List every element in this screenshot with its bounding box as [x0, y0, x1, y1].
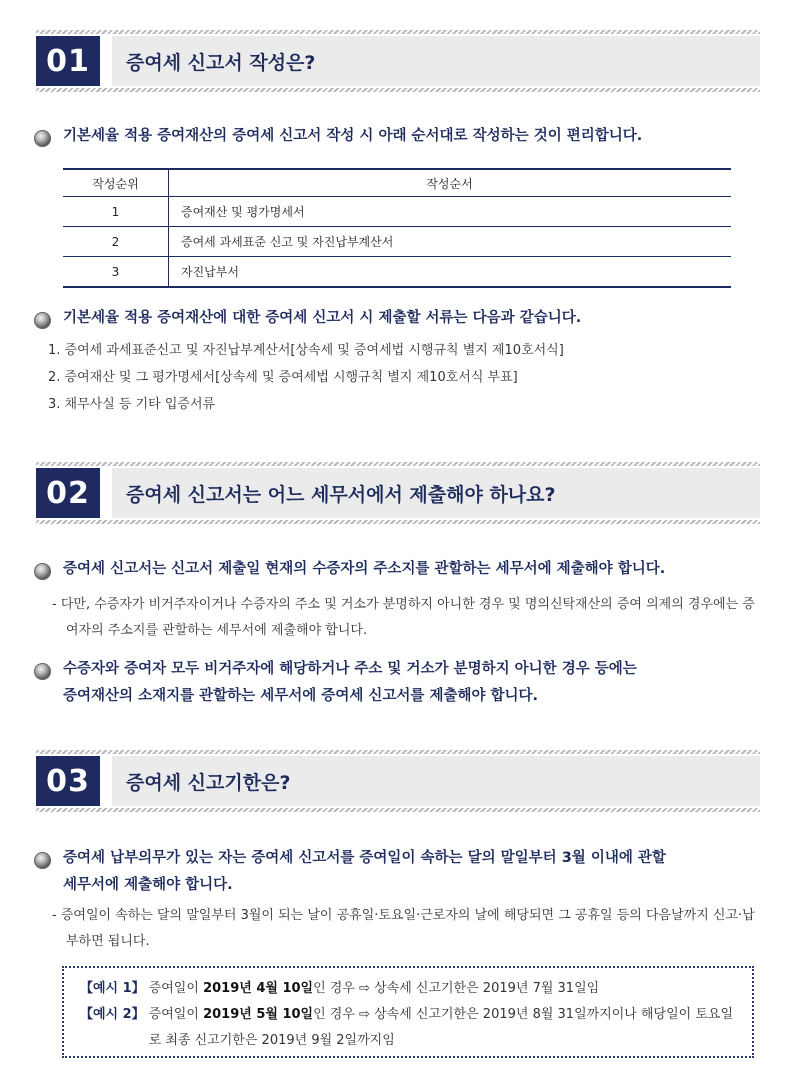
list-item: 1. 증여세 과세표준신고 및 자진납부계산서[상속세 및 증여세법 시행규칙 별지 제10호서식] — [48, 343, 564, 358]
note-paragraph: - 다만, 수증자가 비거주자이거나 수증자의 주소 및 거소가 분명하지 아니한 경우 및 명의신탁재산의 증여 의제의 경우에는 증여자의 주소지를 관할하는 세무서에 제출해야 합니다. — [52, 597, 755, 638]
bullet-line: 증여세 납부의무가 있는 자는 증여세 신고서를 증여일이 속하는 달의 말일부터 3월 이내에 관할 — [63, 850, 666, 866]
section-number: 02 — [36, 468, 100, 518]
document-list — [48, 337, 564, 418]
bullet-item — [34, 561, 764, 583]
example-date: 2019년 5월 10일 — [203, 1007, 314, 1022]
table-row — [63, 197, 731, 227]
bullet-circle-icon — [34, 130, 51, 147]
example-box — [62, 966, 754, 1058]
bullet-circle-icon — [34, 663, 51, 680]
bullet-text — [63, 845, 666, 899]
header-hatch-top — [36, 462, 760, 466]
table-header-cell: 작성순서 — [169, 169, 732, 197]
steps-table — [63, 168, 731, 288]
example-text: 인 경우 ⇨ 상속세 신고기한은 2019년 8월 31일까지이나 해당일이 토요일로 최종 신고기한은 2019년 9월 2일까지임 — [148, 1007, 734, 1048]
example-body — [149, 1002, 740, 1054]
example-line — [80, 976, 740, 1002]
section-number: 03 — [36, 756, 100, 806]
table-row — [63, 227, 731, 257]
bullet-circle-icon — [34, 852, 51, 869]
bullet-line: 증여재산의 소재지를 관할하는 세무서에 증여세 신고서를 제출해야 합니다. — [63, 688, 539, 704]
section-03-header — [36, 750, 760, 812]
table-cell: 증여세 과세표준 신고 및 자진납부계산서 — [169, 227, 732, 257]
example-line — [80, 1002, 740, 1054]
example-text: 인 경우 ⇨ 상속세 신고기한은 2019년 7월 31일임 — [313, 981, 600, 996]
example-label: 【예시 2】 — [80, 1007, 145, 1022]
section-title: 증여세 신고서 작성은? — [112, 36, 760, 86]
list-item: 3. 채무사실 등 기타 입증서류 — [48, 397, 216, 412]
bullet-text: 기본세율 적용 증여재산에 대한 증여세 신고서 시 제출할 서류는 다음과 같습니다. — [63, 310, 582, 326]
bullet-line: 세무서에 제출해야 합니다. — [63, 877, 233, 893]
example-body — [149, 976, 600, 1002]
bullet-text: 기본세율 적용 증여재산의 증여세 신고서 작성 시 아래 순서대로 작성하는 것이 편리합니다. — [63, 128, 643, 144]
example-text: 증여일이 — [148, 981, 199, 996]
example-label: 【예시 1】 — [80, 981, 145, 996]
section-title: 증여세 신고기한은? — [112, 756, 760, 806]
header-hatch-top — [36, 30, 760, 34]
header-hatch-top — [36, 750, 760, 754]
header-hatch-bottom — [36, 88, 760, 92]
table-cell: 증여재산 및 평가명세서 — [169, 197, 732, 227]
bullet-circle-icon — [34, 563, 51, 580]
bullet-item — [34, 310, 764, 332]
section-title: 증여세 신고서는 어느 세무서에서 제출해야 하나요? — [112, 468, 760, 518]
header-hatch-bottom — [36, 520, 760, 524]
section-02-header — [36, 462, 760, 524]
table-row — [63, 257, 731, 288]
header-hatch-bottom — [36, 808, 760, 812]
table-cell: 자진납부서 — [169, 257, 732, 288]
example-date: 2019년 4월 10일 — [203, 981, 314, 996]
bullet-line: 수증자와 증여자 모두 비거주자에 해당하거나 주소 및 거소가 분명하지 아니한 경우 등에는 — [63, 661, 637, 677]
table-cell: 3 — [63, 257, 169, 288]
example-text: 증여일이 — [148, 1007, 199, 1022]
table-header-cell: 작성순위 — [63, 169, 169, 197]
bullet-text: 증여세 신고서는 신고서 제출일 현재의 수증자의 주소지를 관할하는 세무서에 제출해야 합니다. — [63, 561, 666, 577]
section-01-header — [36, 30, 760, 92]
bullet-circle-icon — [34, 312, 51, 329]
table-cell: 2 — [63, 227, 169, 257]
section-number: 01 — [36, 36, 100, 86]
note-paragraph: - 증여일이 속하는 달의 말일부터 3월이 되는 날이 공휴일·토요일·근로자의 날에 해당되면 그 공휴일 등의 다음날까지 신고·납부하면 됩니다. — [52, 908, 755, 949]
bullet-item — [34, 850, 764, 899]
table-header-row — [63, 169, 731, 197]
table-cell: 1 — [63, 197, 169, 227]
bullet-item — [34, 661, 764, 710]
list-item: 2. 증여재산 및 그 평가명세서[상속세 및 증여세법 시행규칙 별지 제10호서식 부표] — [48, 370, 518, 385]
bullet-text — [63, 656, 637, 710]
bullet-item — [34, 128, 764, 150]
